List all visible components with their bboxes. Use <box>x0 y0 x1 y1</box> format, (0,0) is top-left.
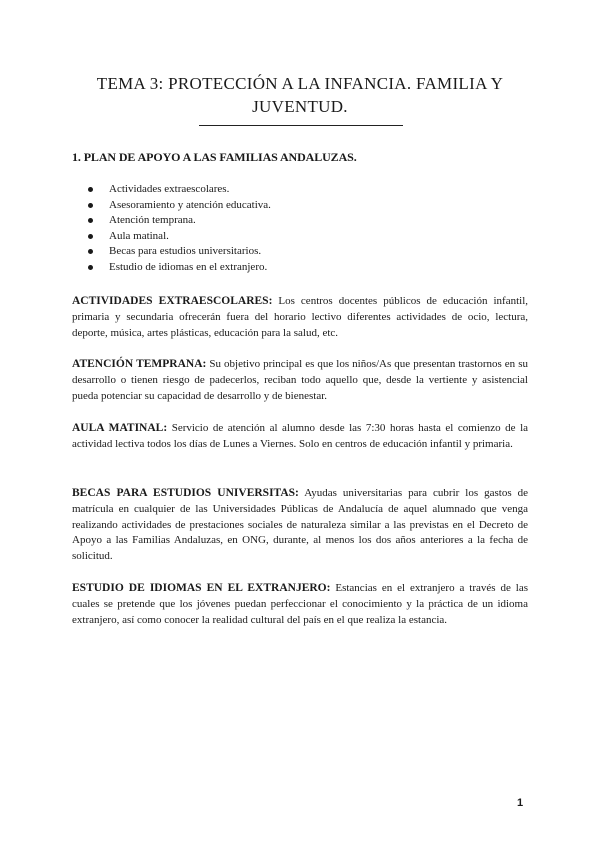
plan-list <box>72 182 271 276</box>
paragraph-atencion-temprana <box>72 357 528 404</box>
list-item <box>72 198 271 214</box>
paragraph-body: Ayudas universitarias para cubrir los gastos de matrícula en cualquier de las Universidades Públicas de Andalucía de aquel alumnado que venga realizando actividades de prestaciones sociales de naturaleza similar a las previstas en el Decreto de Apoyo a las Familias Andaluzas, en ONG, durante, al menos los dos años anteriores a la fecha de solicitud. <box>72 487 529 563</box>
list-item-text: Becas para estudios universitarios. <box>109 245 262 258</box>
paragraph-body: Los centros docentes públicos de educación infantil, primaria y secundaria ofrecerán fuera del horario lectivo diferentes actividades de ocio, lectura, deporte, música, artes plásticas, educación para la salud, etc. <box>72 295 528 339</box>
list-item-text: Atención temprana. <box>109 214 196 227</box>
list-item-text: Asesoramiento y atención educativa. <box>109 198 271 211</box>
list-item <box>72 213 271 229</box>
page-title: TEMA 3: PROTECCIÓN A LA INFANCIA. FAMILIA Y JUVENTUD. <box>96 74 504 116</box>
paragraph-actividades-extraescolares <box>72 294 528 341</box>
section-heading: 1. PLAN DE APOYO A LAS FAMILIAS ANDALUZAS. <box>72 150 357 164</box>
paragraph-body: Su objetivo principal es que los niños/As que presentan trastornos en su desarrollo o tienen riesgo de padecerlos, reciban todo aquello que, desde la vertiente y asistencial pueda potenciar su capacidad de desarrollo y de bienestar. <box>72 358 528 402</box>
paragraph-body: Servicio de atención al alumno desde las 7:30 horas hasta el comienzo de la actividad lectiva todos los días de Lunes a Viernes. Solo en centros de educación infantil y primaria. <box>72 422 529 450</box>
paragraph-body: Estancias en el extranjero a través de las cuales se pretende que los jóvenes puedan perfeccionar el conocimiento y la práctica de un idioma extranjero, así como conocer la realidad cultural del país en el que realiza la estancia. <box>72 582 528 626</box>
bullet-icon <box>88 218 93 223</box>
paragraph-estudio-idiomas <box>72 581 528 628</box>
list-item-text: Estudio de idiomas en el extranjero. <box>109 260 268 273</box>
list-item-text: Actividades extraescolares. <box>109 183 230 195</box>
paragraph-aula-matinal <box>72 421 528 453</box>
title-underline <box>199 125 403 126</box>
paragraph-term: BECAS PARA ESTUDIOS UNIVERSITAS: <box>72 487 299 499</box>
bullet-icon <box>88 203 93 208</box>
paragraph-term: ESTUDIO DE IDIOMAS EN EL EXTRANJERO: <box>72 582 331 594</box>
list-item <box>72 260 271 276</box>
bullet-icon <box>88 187 93 192</box>
bullet-icon <box>88 265 93 270</box>
paragraph-term: ATENCIÓN TEMPRANA: <box>72 358 207 370</box>
list-item <box>72 229 271 245</box>
bullet-icon <box>88 234 93 239</box>
paragraph-term: AULA MATINAL: <box>72 422 168 434</box>
page-number: 1 <box>517 797 524 809</box>
list-item <box>72 244 271 260</box>
bullet-icon <box>88 249 93 254</box>
paragraph-becas <box>72 486 528 565</box>
paragraph-term: ACTIVIDADES EXTRAESCOLARES: <box>72 295 273 307</box>
list-item <box>72 182 271 198</box>
list-item-text: Aula matinal. <box>109 229 169 242</box>
